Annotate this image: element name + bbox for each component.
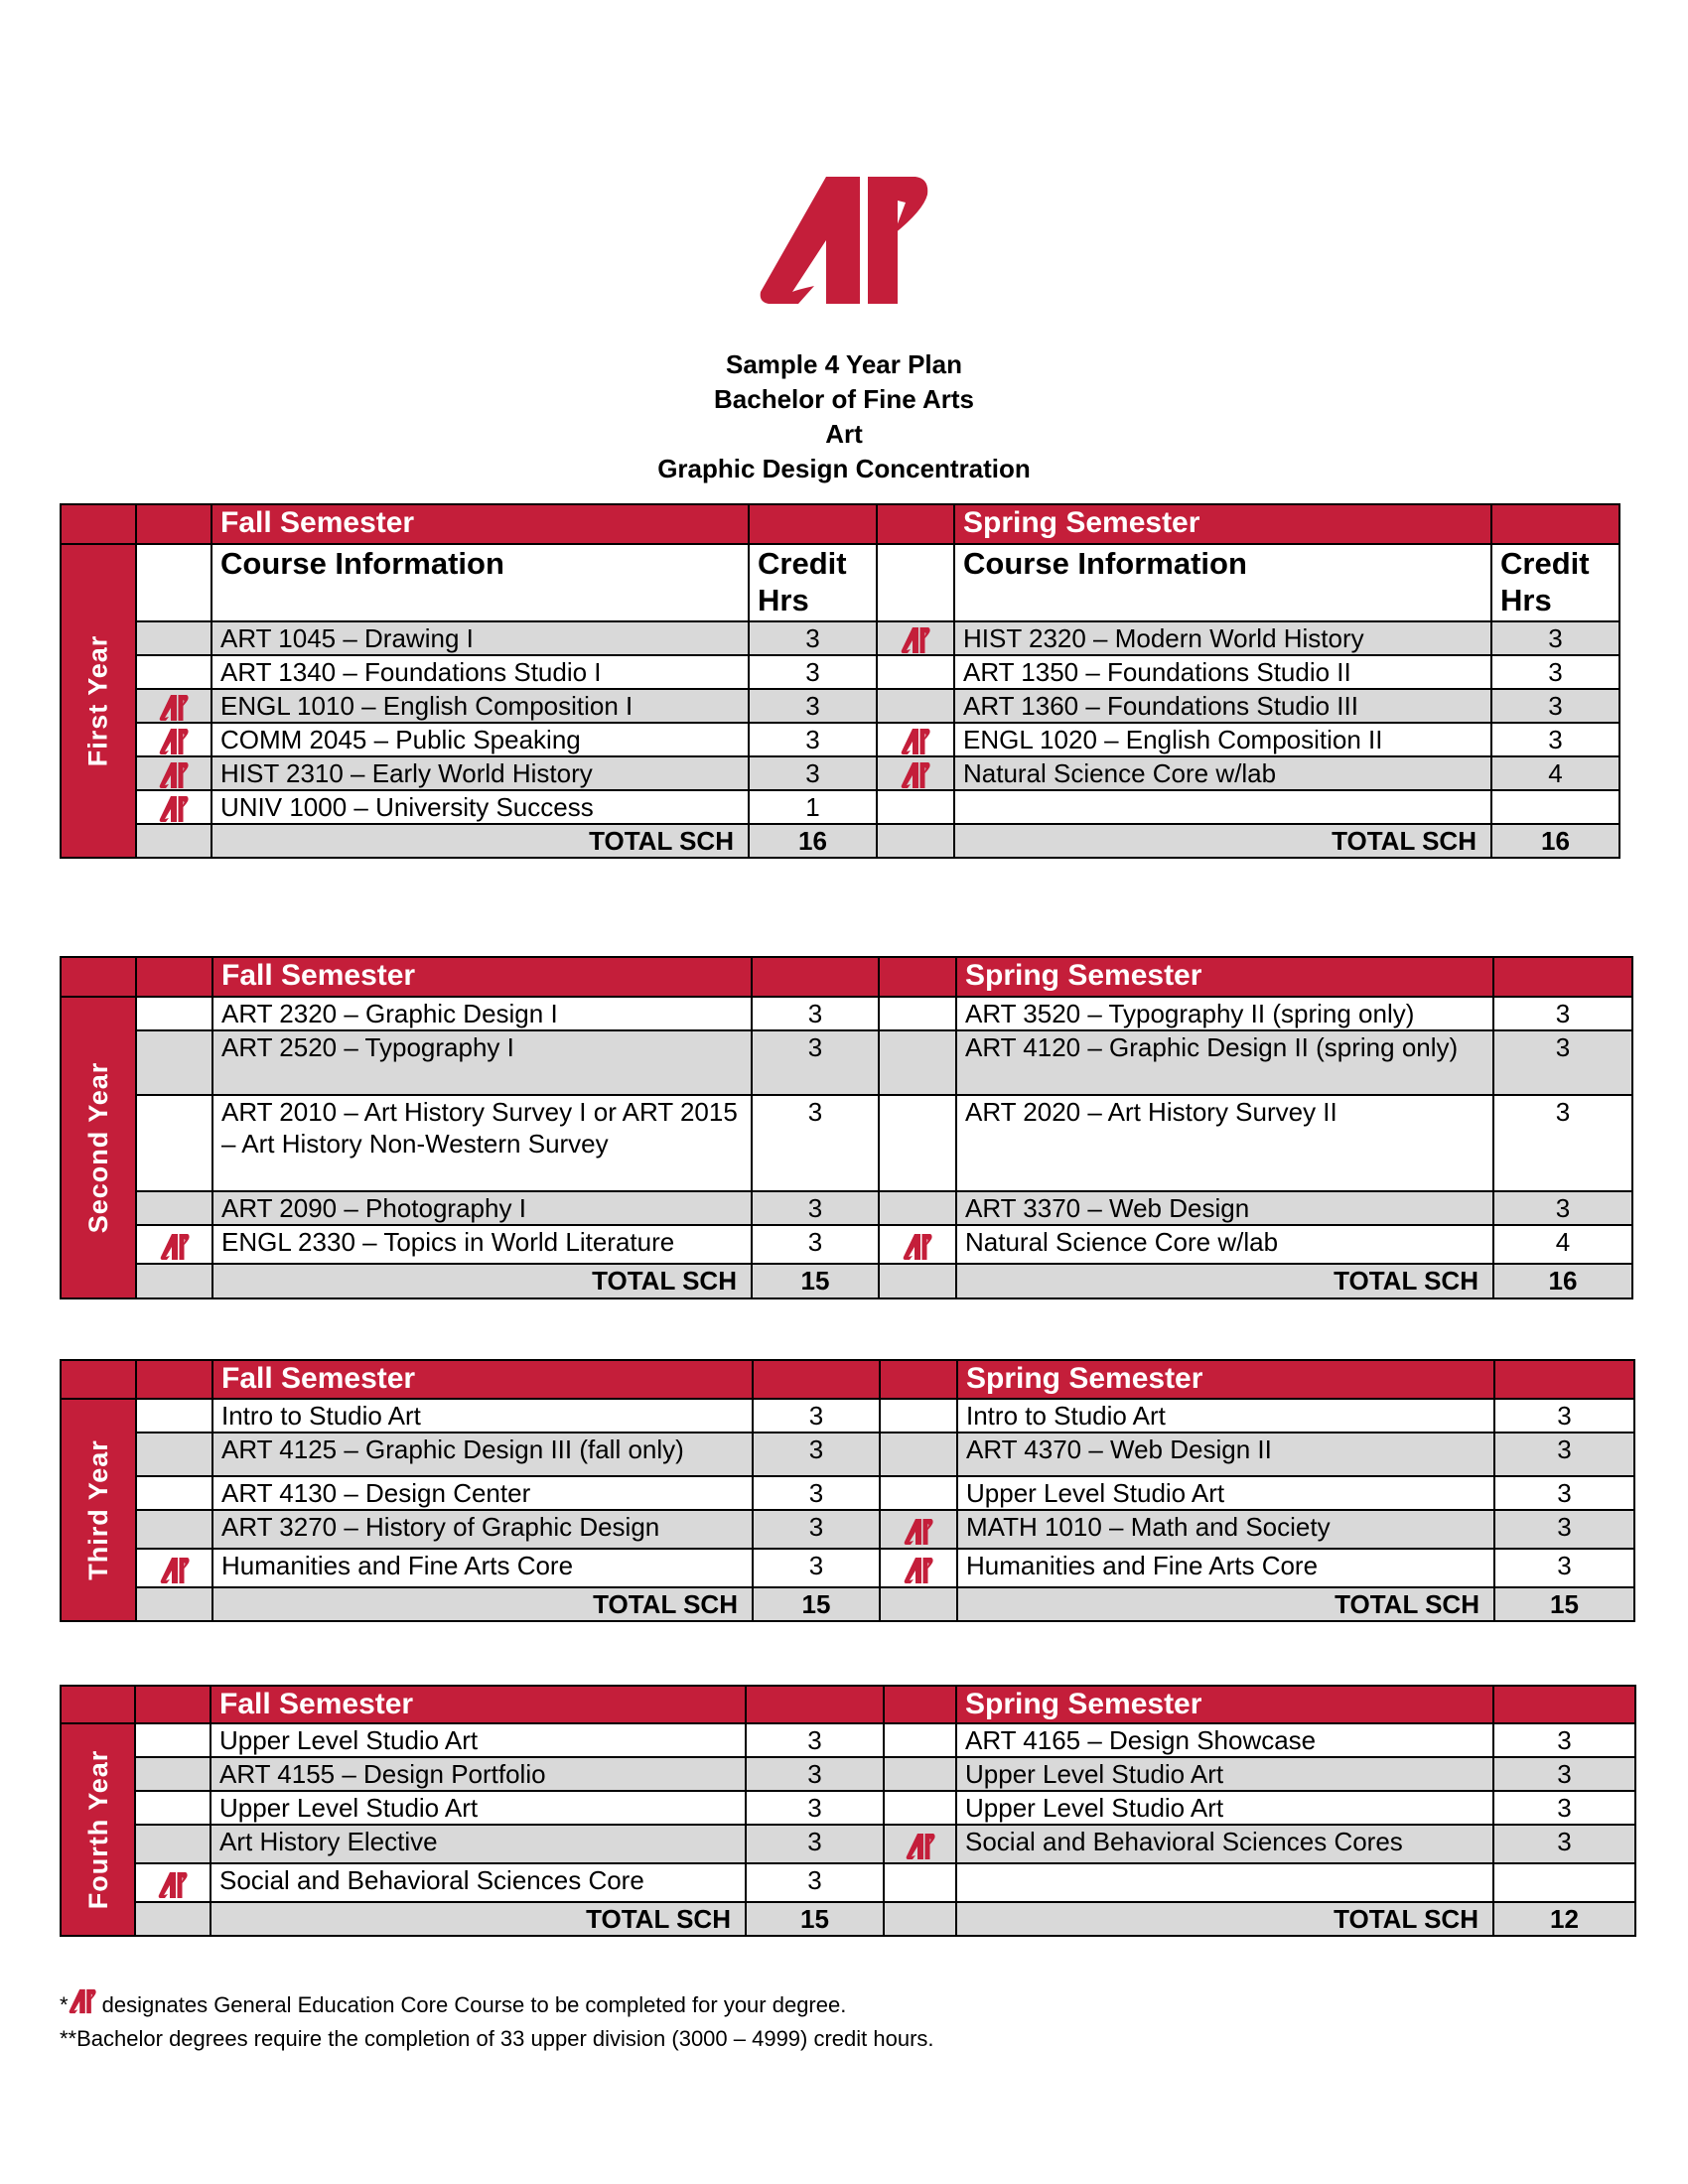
spring-course-name: ART 3370 – Web Design: [956, 1191, 1493, 1225]
core-indicator-cell: [135, 1825, 211, 1863]
core-course-icon: [159, 758, 189, 788]
core-indicator-cell: [136, 1191, 212, 1225]
spring-course-name: Upper Level Studio Art: [957, 1476, 1494, 1510]
header-cell: [1494, 1360, 1634, 1399]
course-row: [61, 1757, 1635, 1791]
fall-course-credits: 3: [753, 1399, 880, 1433]
fall-course-credits: 3: [746, 1863, 884, 1902]
spring-course-name: Social and Behavioral Sciences Cores: [956, 1825, 1493, 1863]
core-indicator-cell: [135, 1791, 211, 1825]
spring-total-value: 12: [1493, 1902, 1635, 1936]
spring-course-name: ENGL 1020 – English Composition II: [954, 723, 1491, 756]
asterisk: *: [60, 1992, 69, 2017]
total-row: [61, 1587, 1634, 1621]
fall-total-value: 16: [749, 824, 877, 858]
core-indicator-cell: [884, 1902, 956, 1936]
spring-course-credits: 3: [1494, 1476, 1634, 1510]
fall-semester-heading: Fall Semester: [211, 1686, 746, 1723]
fall-course-name: Intro to Studio Art: [212, 1399, 753, 1433]
year-plan-table: [60, 503, 1620, 859]
core-indicator-cell: [877, 621, 954, 655]
fall-course-name: Upper Level Studio Art: [211, 1791, 746, 1825]
core-indicator-cell: [136, 1549, 212, 1587]
fall-course-name: UNIV 1000 – University Success: [211, 790, 749, 824]
core-course-icon: [901, 758, 930, 788]
core-indicator-cell: [884, 1825, 956, 1863]
core-course-icon: [159, 691, 189, 721]
year-plan-table: [60, 956, 1633, 1299]
header-cell: [61, 1360, 136, 1399]
core-course-icon: [160, 1554, 190, 1583]
fall-total-value: 15: [753, 1587, 880, 1621]
spring-course-credits: 4: [1493, 1225, 1632, 1264]
fall-course-credits: 3: [753, 1433, 880, 1476]
total-row: [61, 1902, 1635, 1936]
core-indicator-cell: [136, 997, 212, 1030]
total-row: [61, 1264, 1632, 1298]
spring-semester-heading: Spring Semester: [954, 504, 1491, 544]
core-course-icon: [160, 1230, 190, 1260]
fall-course-name: ART 4130 – Design Center: [212, 1476, 753, 1510]
spring-course-credits: 3: [1494, 1549, 1634, 1587]
spring-course-name: ART 3520 – Typography II (spring only): [956, 997, 1493, 1030]
course-row: [61, 1095, 1632, 1191]
fall-course-name: Art History Elective: [211, 1825, 746, 1863]
fall-course-name: ART 4155 – Design Portfolio: [211, 1757, 746, 1791]
spring-course-name: ART 4165 – Design Showcase: [956, 1723, 1493, 1757]
core-indicator-cell: [877, 723, 954, 756]
core-indicator-cell: [880, 1549, 957, 1587]
core-course-icon: [69, 1988, 96, 2014]
core-indicator-cell: [879, 997, 956, 1030]
spring-course-credits: 3: [1493, 1030, 1632, 1095]
course-row: [61, 655, 1619, 689]
header-cell: [61, 504, 136, 544]
core-indicator-cell: [880, 1399, 957, 1433]
semester-header-row: [61, 957, 1632, 997]
course-row: [61, 1191, 1632, 1225]
header-cell: [61, 957, 136, 997]
header-cell: [1491, 504, 1619, 544]
year-label-cell: [61, 997, 136, 1298]
fall-total-value: 15: [752, 1264, 879, 1298]
header-cell: [877, 504, 954, 544]
spring-course-name: HIST 2320 – Modern World History: [954, 621, 1491, 655]
core-course-icon: [158, 1868, 188, 1898]
year-label: Fourth Year: [82, 1749, 113, 1910]
title-line: Graphic Design Concentration: [657, 454, 1031, 483]
fall-course-credits: 3: [753, 1510, 880, 1549]
fall-course-credits: 3: [752, 1191, 879, 1225]
core-indicator-cell: [136, 824, 211, 858]
core-course-icon: [901, 725, 930, 754]
spring-course-name: ART 2020 – Art History Survey II: [956, 1095, 1493, 1191]
core-indicator-cell: [879, 1095, 956, 1191]
core-indicator-cell: [880, 1510, 957, 1549]
spring-semester-heading: Spring Semester: [957, 1360, 1494, 1399]
fall-course-credits: 3: [746, 1757, 884, 1791]
spring-course-credits: [1491, 790, 1619, 824]
course-row: [61, 621, 1619, 655]
spring-course-credits: 3: [1493, 1723, 1635, 1757]
core-indicator-cell: [877, 790, 954, 824]
course-row: [61, 1476, 1634, 1510]
university-logo: [757, 175, 931, 306]
core-indicator-cell: [136, 1587, 212, 1621]
spring-course-credits: 3: [1491, 723, 1619, 756]
spring-course-credits: 3: [1491, 655, 1619, 689]
course-row: [61, 756, 1619, 790]
spring-total-value: 16: [1493, 1264, 1632, 1298]
spring-course-name: Natural Science Core w/lab: [956, 1225, 1493, 1264]
header-cell: [880, 1360, 957, 1399]
fall-course-name: ENGL 1010 – English Composition I: [211, 689, 749, 723]
spring-course-credits: 3: [1493, 1791, 1635, 1825]
spring-course-credits: 3: [1491, 621, 1619, 655]
spring-course-credits: 3: [1493, 1757, 1635, 1791]
fall-course-name: ENGL 2330 – Topics in World Literature: [212, 1225, 752, 1264]
spring-course-name: ART 4370 – Web Design II: [957, 1433, 1494, 1476]
fall-semester-heading: Fall Semester: [212, 1360, 753, 1399]
core-indicator-cell: [880, 1433, 957, 1476]
fall-total-label: TOTAL SCH: [211, 824, 749, 858]
fall-semester-heading: Fall Semester: [212, 957, 752, 997]
core-indicator-cell: [136, 723, 211, 756]
fall-course-credits: 3: [746, 1825, 884, 1863]
core-indicator-cell: [879, 1030, 956, 1095]
core-indicator-cell: [884, 1757, 956, 1791]
spring-course-name: MATH 1010 – Math and Society: [957, 1510, 1494, 1549]
header-cell: [746, 1686, 884, 1723]
course-row: [61, 1225, 1632, 1264]
spring-total-value: 15: [1494, 1587, 1634, 1621]
credit-hours-heading: Credit Hrs: [1491, 544, 1619, 621]
core-course-icon: [159, 725, 189, 754]
header-cell: [136, 1360, 212, 1399]
core-indicator-cell: [136, 621, 211, 655]
fall-total-label: TOTAL SCH: [212, 1587, 753, 1621]
fall-course-credits: 3: [753, 1476, 880, 1510]
course-row: [61, 689, 1619, 723]
core-indicator-cell: [135, 1757, 211, 1791]
year-label: First Year: [82, 634, 113, 767]
header-cell: [61, 1686, 135, 1723]
header-cell: [135, 1686, 211, 1723]
title-line: Art: [825, 419, 863, 449]
fall-course-credits: 3: [746, 1791, 884, 1825]
course-row: [61, 1433, 1634, 1476]
fall-course-credits: 3: [749, 621, 877, 655]
plan-title-block: [0, 347, 1688, 486]
footnote-upper-division: **Bachelor degrees require the completion of 33 upper division (3000 – 4999) credit hours.: [60, 2026, 934, 2051]
fall-course-credits: 3: [753, 1549, 880, 1587]
spring-semester-heading: Spring Semester: [956, 1686, 1493, 1723]
header-cell: [1493, 957, 1632, 997]
fall-course-credits: 3: [749, 723, 877, 756]
spring-course-credits: 3: [1494, 1399, 1634, 1433]
fall-course-name: HIST 2310 – Early World History: [211, 756, 749, 790]
core-course-icon: [159, 792, 189, 822]
year-plan-table: [60, 1359, 1635, 1622]
core-indicator-cell: [877, 655, 954, 689]
fall-course-credits: 3: [752, 997, 879, 1030]
core-indicator-cell: [136, 1399, 212, 1433]
spring-course-name: ART 4120 – Graphic Design II (spring only): [956, 1030, 1493, 1095]
course-row: [61, 1863, 1635, 1902]
core-indicator-cell: [136, 544, 211, 621]
fall-course-name: ART 4125 – Graphic Design III (fall only): [212, 1433, 753, 1476]
fall-course-name: ART 3270 – History of Graphic Design: [212, 1510, 753, 1549]
core-course-icon: [903, 1230, 932, 1260]
spring-course-credits: 3: [1494, 1510, 1634, 1549]
year-label: Second Year: [83, 1061, 113, 1234]
fall-course-name: COMM 2045 – Public Speaking: [211, 723, 749, 756]
year-label-cell: [61, 544, 136, 858]
spring-total-label: TOTAL SCH: [954, 824, 1491, 858]
fall-course-name: ART 2520 – Typography I: [212, 1030, 752, 1095]
fall-course-credits: 3: [749, 756, 877, 790]
fall-course-name: Humanities and Fine Arts Core: [212, 1549, 753, 1587]
spring-course-name: Humanities and Fine Arts Core: [957, 1549, 1494, 1587]
spring-course-credits: 3: [1491, 689, 1619, 723]
core-indicator-cell: [879, 1264, 956, 1298]
spring-course-name: ART 1360 – Foundations Studio III: [954, 689, 1491, 723]
core-course-icon: [904, 1554, 933, 1583]
title-line: Bachelor of Fine Arts: [714, 384, 974, 414]
spring-course-credits: 4: [1491, 756, 1619, 790]
core-course-icon: [906, 1830, 935, 1859]
course-row: [61, 997, 1632, 1030]
fall-course-credits: 3: [749, 655, 877, 689]
column-header-row: [61, 544, 1619, 621]
header-cell: [749, 504, 877, 544]
fall-course-credits: 1: [749, 790, 877, 824]
spring-course-name: [954, 790, 1491, 824]
core-course-icon: [904, 1515, 933, 1545]
core-indicator-cell: [880, 1476, 957, 1510]
core-indicator-cell: [877, 824, 954, 858]
fall-course-name: Upper Level Studio Art: [211, 1723, 746, 1757]
year-plan-table: [60, 1685, 1636, 1937]
core-indicator-cell: [136, 1476, 212, 1510]
fall-total-value: 15: [746, 1902, 884, 1936]
spring-total-label: TOTAL SCH: [957, 1587, 1494, 1621]
spring-semester-heading: Spring Semester: [956, 957, 1493, 997]
spring-course-name: Upper Level Studio Art: [956, 1791, 1493, 1825]
core-indicator-cell: [136, 1264, 212, 1298]
fall-course-credits: 3: [752, 1225, 879, 1264]
fall-course-name: ART 1045 – Drawing I: [211, 621, 749, 655]
course-row: [61, 1791, 1635, 1825]
fall-course-credits: 3: [752, 1030, 879, 1095]
core-indicator-cell: [877, 689, 954, 723]
core-indicator-cell: [136, 1433, 212, 1476]
core-indicator-cell: [877, 756, 954, 790]
spring-course-name: Natural Science Core w/lab: [954, 756, 1491, 790]
course-row: [61, 1549, 1634, 1587]
core-indicator-cell: [884, 1723, 956, 1757]
core-indicator-cell: [877, 544, 954, 621]
core-indicator-cell: [136, 756, 211, 790]
spring-course-credits: 3: [1493, 1191, 1632, 1225]
core-indicator-cell: [135, 1902, 211, 1936]
core-indicator-cell: [135, 1723, 211, 1757]
core-course-icon: [901, 623, 930, 653]
semester-header-row: [61, 1360, 1634, 1399]
header-cell: [136, 504, 211, 544]
spring-total-label: TOTAL SCH: [956, 1902, 1493, 1936]
semester-header-row: [61, 504, 1619, 544]
spring-course-name: Upper Level Studio Art: [956, 1757, 1493, 1791]
core-indicator-cell: [136, 790, 211, 824]
core-indicator-cell: [884, 1791, 956, 1825]
spring-course-name: ART 1350 – Foundations Studio II: [954, 655, 1491, 689]
fall-course-name: ART 2320 – Graphic Design I: [212, 997, 752, 1030]
course-row: [61, 1030, 1632, 1095]
course-row: [61, 1723, 1635, 1757]
spring-course-credits: [1493, 1863, 1635, 1902]
header-cell: [879, 957, 956, 997]
course-row: [61, 790, 1619, 824]
core-indicator-cell: [136, 1510, 212, 1549]
footnote-core: [60, 1988, 846, 2019]
semester-header-row: [61, 1686, 1635, 1723]
year-label-cell: [61, 1399, 136, 1621]
year-label-cell: [61, 1723, 135, 1936]
course-row: [61, 1399, 1634, 1433]
core-indicator-cell: [879, 1225, 956, 1264]
course-row: [61, 1825, 1635, 1863]
header-cell: [884, 1686, 956, 1723]
course-row: [61, 1510, 1634, 1549]
core-indicator-cell: [136, 1030, 212, 1095]
header-cell: [1493, 1686, 1635, 1723]
spring-course-credits: 3: [1493, 1825, 1635, 1863]
fall-course-credits: 3: [746, 1723, 884, 1757]
total-row: [61, 824, 1619, 858]
fall-course-credits: 3: [749, 689, 877, 723]
fall-course-name: ART 1340 – Foundations Studio I: [211, 655, 749, 689]
core-indicator-cell: [136, 1225, 212, 1264]
spring-course-name: [956, 1863, 1493, 1902]
header-cell: [752, 957, 879, 997]
core-indicator-cell: [880, 1587, 957, 1621]
year-label: Third Year: [83, 1439, 113, 1580]
spring-total-value: 16: [1491, 824, 1619, 858]
core-indicator-cell: [136, 689, 211, 723]
spring-course-credits: 3: [1493, 997, 1632, 1030]
spring-course-name: Intro to Studio Art: [957, 1399, 1494, 1433]
credit-hours-heading: Credit Hrs: [749, 544, 877, 621]
footnote-core-text: designates General Education Core Course to be completed for your degree.: [95, 1992, 847, 2017]
header-cell: [136, 957, 212, 997]
course-information-heading: Course Information: [954, 544, 1491, 621]
fall-total-label: TOTAL SCH: [211, 1902, 746, 1936]
header-cell: [753, 1360, 880, 1399]
spring-course-credits: 3: [1493, 1095, 1632, 1191]
fall-course-name: ART 2090 – Photography I: [212, 1191, 752, 1225]
fall-course-credits: 3: [752, 1095, 879, 1191]
spring-total-label: TOTAL SCH: [956, 1264, 1493, 1298]
course-information-heading: Course Information: [211, 544, 749, 621]
core-indicator-cell: [136, 655, 211, 689]
core-indicator-cell: [884, 1863, 956, 1902]
fall-semester-heading: Fall Semester: [211, 504, 749, 544]
core-indicator-cell: [135, 1863, 211, 1902]
fall-course-name: Social and Behavioral Sciences Core: [211, 1863, 746, 1902]
fall-course-name: ART 2010 – Art History Survey I or ART 2015 – Art History Non-Western Survey: [212, 1095, 752, 1191]
title-line: Sample 4 Year Plan: [726, 349, 962, 379]
spring-course-credits: 3: [1494, 1433, 1634, 1476]
core-indicator-cell: [879, 1191, 956, 1225]
core-indicator-cell: [136, 1095, 212, 1191]
fall-total-label: TOTAL SCH: [212, 1264, 752, 1298]
course-row: [61, 723, 1619, 756]
